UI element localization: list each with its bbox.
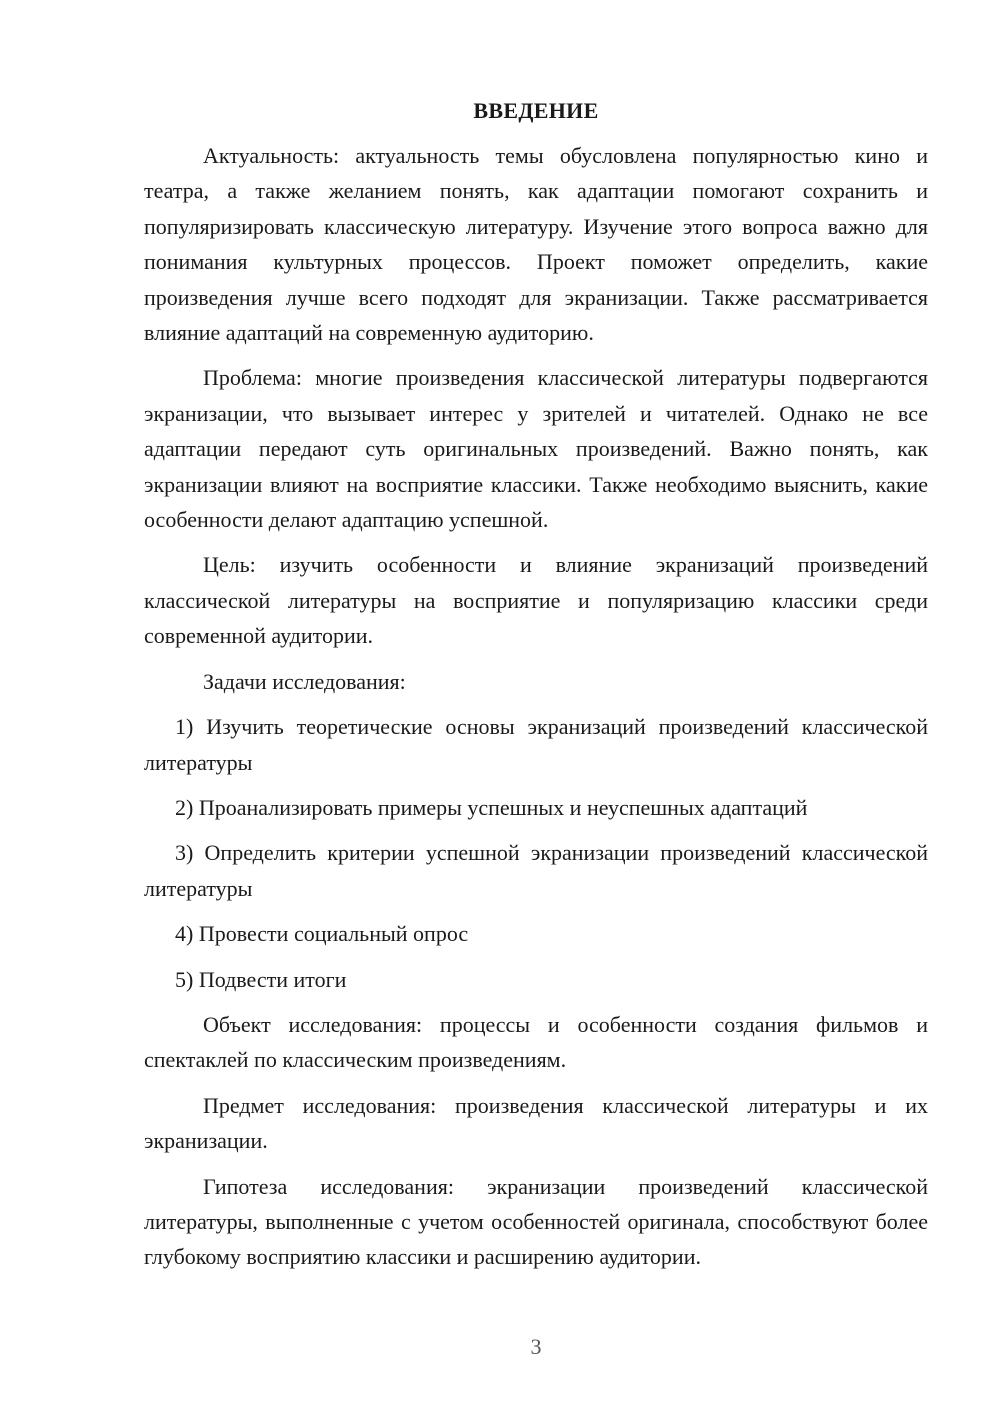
goal-paragraph: Цель: изучить особенности и влияние экранизаций произведений классической литературы на восприятие и популяризацию классики среди современной аудитории. <box>144 552 928 649</box>
task-item-5: 5) Подвести итоги <box>175 966 347 992</box>
task-item-3: 3) Определить критерии успешной экранизации произведений классической литературы <box>144 840 928 901</box>
task-item-4: 4) Провести социальный опрос <box>175 921 469 947</box>
subject-paragraph: Предмет исследования: произведения классической литературы и их экранизации. <box>144 1092 928 1154</box>
page-number: 3 <box>530 1334 542 1359</box>
tasks-heading: Задачи исследования: <box>203 668 406 694</box>
object-paragraph: Объект исследования: процессы и особенности создания фильмов и спектаклей по классическим произведениям. <box>144 1011 928 1073</box>
problem-paragraph: Проблема: многие произведения классической литературы подвергаются экранизации, что вызывает интерес у зрителей и читателей. Однако не все адаптации передают суть оригинальных произведений. Важно понять, как экранизации влияют на восприятие классики. Также необходимо выяснить, какие особенности делают адаптацию успешной. <box>144 365 928 533</box>
task-item-1: 1) Изучить теоретические основы экранизаций произведений классической литературы <box>144 714 928 775</box>
hypothesis-paragraph: Гипотеза исследования: экранизации произведений классической литературы, выполненные с учетом особенностей оригинала, способствуют более глубокому восприятию классики и расширению аудитории. <box>144 1173 928 1270</box>
page-content <box>144 96 928 1285</box>
section-title: ВВЕДЕНИЕ <box>473 98 599 123</box>
task-item-2: 2) Проанализировать примеры успешных и неуспешных адаптаций <box>175 794 808 820</box>
relevance-paragraph: Актуальность: актуальность темы обусловлена популярностью кино и театра, а также желанием понять, как адаптации помогают сохранить и популяризировать классическую литературу. Изучение этого вопроса важно для понимания культурных процессов. Проект поможет определить, какие произведения лучше всего подходят для экранизации. Также рассматривается влияние адаптаций на современную аудиторию. <box>144 143 928 346</box>
